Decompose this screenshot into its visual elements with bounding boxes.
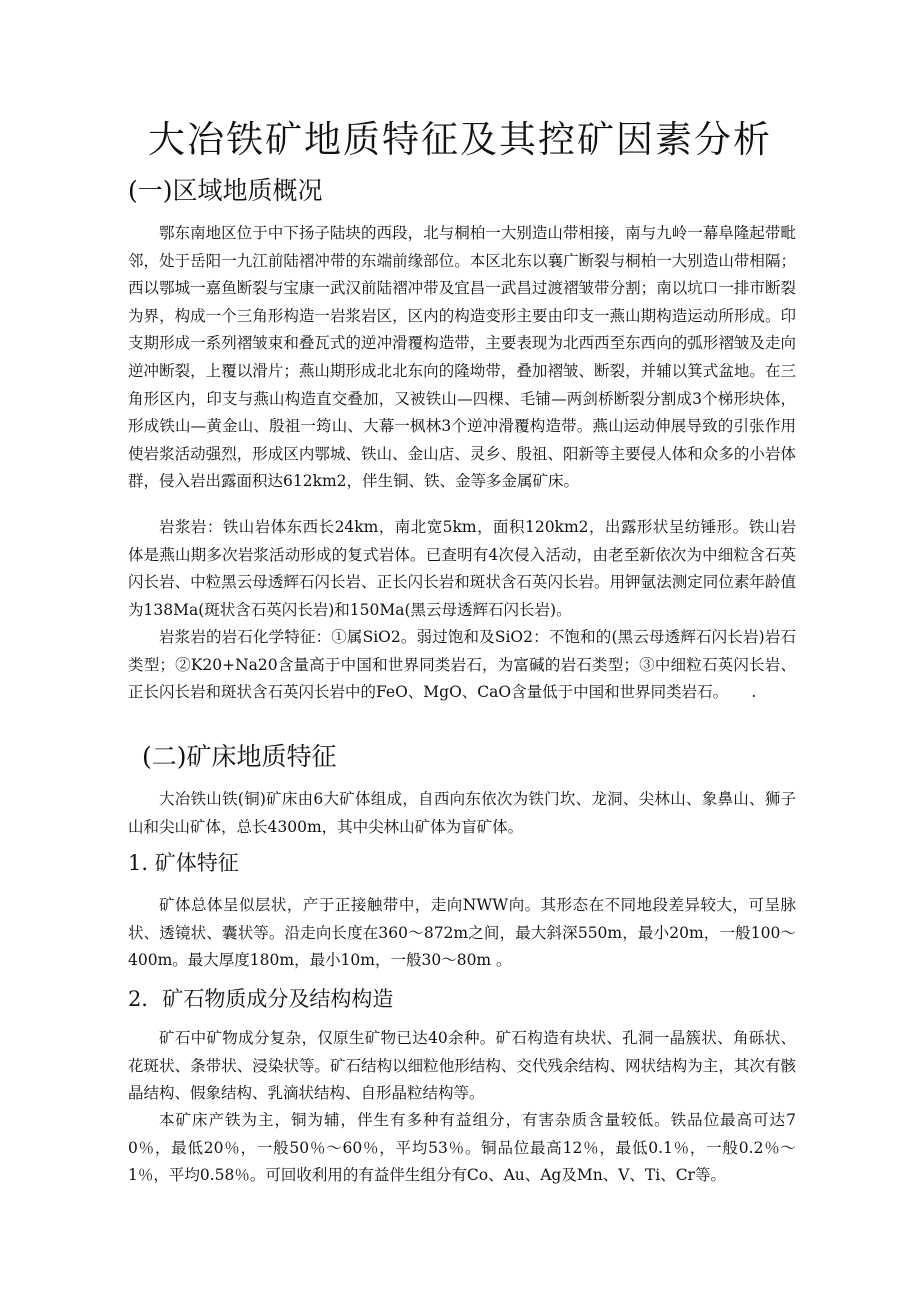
section-heading-regional-geology: (一)区域地质概况	[128, 176, 323, 205]
section-heading-deposit-geology: (二)矿床地质特征	[142, 742, 337, 771]
document-title: 大冶铁矿地质特征及其控矿因素分析	[148, 118, 772, 161]
paragraph-ore-body: 矿体总体呈似层状，产于正接触带中，走向NWW向。其形态在不同地段差异较大，可呈脉状、透镜状、囊状等。沿走向长度在360～872m之间，最大斜深550m，最小20m，一般100～400m。最大厚度180m，最小10m，一般30～80m 。	[128, 896, 796, 970]
subsection-heading-ore-composition: 2．矿石物质成分及结构构造	[128, 987, 394, 1011]
paragraph-deposit-overview: 大冶铁山铁(铜)矿床由6大矿体组成，自西向东依次为铁门坎、龙洞、尖林山、象鼻山、狮子山和尖山矿体，总长4300m，其中尖林山矿体为盲矿体。	[128, 790, 796, 836]
paragraph-magmatic-rock: 岩浆岩：铁山岩体东西长24km，南北宽5km，面积120km2，出露形状呈纺锤形。铁山岩体是燕山期多次岩浆活动形成的复式岩体。已查明有4次侵入活动，由老至新依次为中细粒含石英闪长岩、中粒黑云母透辉石闪长岩、正长闪长岩和斑状含石英闪长岩。用钾氩法测定同位素年龄值为138Ma(斑状含石英闪长岩)和150Ma(黑云母透辉石闪长岩)。	[128, 518, 796, 619]
paragraph-ore-composition: 矿石中矿物成分复杂，仅原生矿物已达40余种。矿石构造有块状、孔洞一晶簇状、角砾状、花斑状、条带状、浸染状等。矿石结构以细粒他形结构、交代残余结构、网状结构为主，其次有骸晶结构、假象结构、乳滴状结构、自形晶粒结构等。	[128, 1029, 796, 1103]
paragraph-regional-overview: 鄂东南地区位于中下扬子陆块的西段，北与桐柏一大别造山带相接，南与九岭一幕阜隆起带毗邻，处于岳阳一九江前陆褶冲带的东端前缘部位。本区北东以襄广断裂与桐柏一大别造山带相隔；西以鄂城一嘉鱼断裂与宝康一武汉前陆褶冲带及宜昌一武昌过渡褶皱带分割；南以坑口一排市断裂为界，构成一个三角形构造一岩浆岩区，区内的构造变形主要由印支一燕山期构造运动所形成。印支期形成一系列褶皱束和叠瓦式的逆冲滑覆构造带，主要表现为北西西至东西向的弧形褶皱及走向逆冲断裂，上覆以滑片；燕山期形成北北东向的隆坳带，叠加褶皱、断裂，并辅以箕式盆地。在三角形区内，印支与燕山构造直交叠加，又被铁山—四棵、毛铺—两剑桥断裂分割成3个梯形块体，形成铁山—黄金山、殷祖一筠山、大幕一枫林3个逆冲滑覆构造带。燕山运动伸展导致的引张作用使岩浆活动强烈，形成区内鄂城、铁山、金山店、灵乡、殷祖、阳新等主要侵人体和众多的小岩体群，侵入岩出露面积达612km2，伴生铜、铁、金等多金属矿床。	[128, 224, 796, 491]
subsection-heading-ore-body: 1. 矿体特征	[128, 851, 239, 875]
paragraph-ore-grade: 本矿床产铁为主，铜为辅，伴生有多种有益组分，有害杂质含量较低。铁品位最高可达70％，最低20％，一般50％～60％，平均53％。铜品位最高12％，最低0.1％，一般0.2％～1％，平均0.58％。可回收利用的有益伴生组分有Co、Au、Ag及Mn、V、Ti、Cr等。	[128, 1111, 796, 1185]
paragraph-rock-chemistry: 岩浆岩的岩石化学特征：①属SiO2。弱过饱和及SiO2：不饱和的(黑云母透辉石闪长岩)岩石类型；②K20+Na20含量高于中国和世界同类岩石，为富碱的岩石类型；③中细粒石英闪长岩、正长闪长岩和斑状含石英闪长岩中的FeO、MgO、CaO含量低于中国和世界同类岩石。 .	[128, 628, 796, 702]
